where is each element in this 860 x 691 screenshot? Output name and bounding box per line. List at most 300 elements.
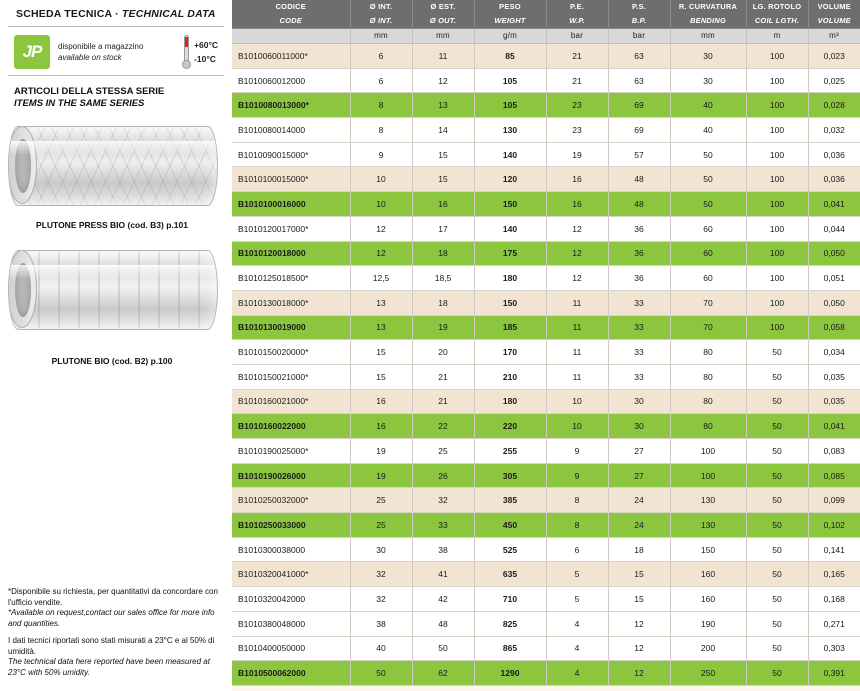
cell-weight: 1290 [474, 661, 546, 686]
cell-burst-pressure: 12 [608, 636, 670, 661]
cell-working-pressure: 16 [546, 192, 608, 217]
col-header-burst-pressure-en: B.P. [608, 14, 670, 29]
cell-working-pressure: 23 [546, 118, 608, 143]
cell-coil-length: 50 [746, 611, 808, 636]
hose-caption-1: PLUTONE PRESS BIO (cod. B3) p.101 [36, 220, 188, 230]
cell-bending: 100 [670, 463, 746, 488]
cell-code: B1010150021000* [232, 364, 350, 389]
table-row[interactable] [232, 562, 860, 587]
cell-code: B1010130019000 [232, 315, 350, 340]
cell-inner-diameter: 32 [350, 562, 412, 587]
cell-weight: 305 [474, 463, 546, 488]
hose-image-1 [8, 126, 218, 206]
hose-caption-2: PLUTONE BIO (cod. B2) p.100 [51, 356, 173, 366]
col-header-bending-it: R. CURVATURA [670, 0, 746, 14]
cell-inner-diameter: 30 [350, 537, 412, 562]
table-row[interactable] [232, 463, 860, 488]
cell-burst-pressure: 24 [608, 488, 670, 513]
cell-bending: 80 [670, 414, 746, 439]
unit-weight: g/m [474, 29, 546, 44]
cell-burst-pressure: 30 [608, 389, 670, 414]
col-header-code-en: CODE [232, 14, 350, 29]
technical-data-table [232, 0, 860, 686]
cell-working-pressure: 12 [546, 266, 608, 291]
cell-code: B1010060012000 [232, 68, 350, 93]
jp-logo-text: JP [22, 42, 42, 61]
footnote-2-en: The technical data here reported have been measured at 23°C with 50% umidity. [8, 657, 210, 677]
col-header-burst-pressure-it: P.S. [608, 0, 670, 14]
cell-working-pressure: 6 [546, 537, 608, 562]
cell-volume: 0,044 [808, 216, 860, 241]
cell-coil-length: 50 [746, 537, 808, 562]
table-row[interactable] [232, 537, 860, 562]
cell-weight: 150 [474, 192, 546, 217]
cell-outer-diameter: 18 [412, 290, 474, 315]
cell-bending: 150 [670, 537, 746, 562]
related-item-2[interactable] [0, 240, 232, 370]
cell-outer-diameter: 15 [412, 142, 474, 167]
table-row[interactable] [232, 44, 860, 69]
hose-image-2 [8, 250, 218, 330]
col-header-volume-it: VOLUME [808, 0, 860, 14]
cell-burst-pressure: 18 [608, 537, 670, 562]
cell-inner-diameter: 16 [350, 389, 412, 414]
temperature-values [194, 38, 218, 66]
cell-coil-length: 100 [746, 118, 808, 143]
cell-volume: 0,041 [808, 414, 860, 439]
cell-code: B1010320041000* [232, 562, 350, 587]
cell-volume: 0,165 [808, 562, 860, 587]
cell-code: B1010120017000* [232, 216, 350, 241]
cell-code: B1010125018500* [232, 266, 350, 291]
cell-bending: 60 [670, 266, 746, 291]
page-title-en: TECHNICAL DATA [121, 8, 216, 20]
footnote-1 [8, 587, 224, 629]
cell-volume: 0,099 [808, 488, 860, 513]
cell-coil-length: 100 [746, 167, 808, 192]
related-item-1[interactable] [0, 116, 232, 234]
cell-inner-diameter: 12,5 [350, 266, 412, 291]
table-row[interactable] [232, 290, 860, 315]
cell-bending: 60 [670, 241, 746, 266]
cell-outer-diameter: 17 [412, 216, 474, 241]
cell-working-pressure: 9 [546, 463, 608, 488]
cell-burst-pressure: 12 [608, 611, 670, 636]
cell-code: B1010320042000 [232, 587, 350, 612]
availability-text-it: disponibile a magazzino [58, 42, 144, 51]
table-header-row-it [232, 0, 860, 14]
cell-volume: 0,050 [808, 241, 860, 266]
cell-code: B1010400050000 [232, 636, 350, 661]
cell-outer-diameter: 38 [412, 537, 474, 562]
cell-coil-length: 50 [746, 414, 808, 439]
col-header-inner-diameter-en: Ø INT. [350, 14, 412, 29]
cell-weight: 710 [474, 587, 546, 612]
cell-code: B1010160022000 [232, 414, 350, 439]
col-header-weight-it: PESO [474, 0, 546, 14]
cell-inner-diameter: 6 [350, 68, 412, 93]
cell-volume: 0,032 [808, 118, 860, 143]
col-header-coil-length-it: LG. ROTOLO [746, 0, 808, 14]
jp-logo [14, 35, 50, 69]
cell-bending: 160 [670, 587, 746, 612]
table-row[interactable] [232, 192, 860, 217]
cell-bending: 50 [670, 192, 746, 217]
cell-coil-length: 100 [746, 68, 808, 93]
cell-coil-length: 100 [746, 290, 808, 315]
cell-bending: 70 [670, 315, 746, 340]
cell-weight: 525 [474, 537, 546, 562]
cell-working-pressure: 11 [546, 340, 608, 365]
cell-coil-length: 50 [746, 636, 808, 661]
cell-volume: 0,025 [808, 68, 860, 93]
cell-coil-length: 50 [746, 364, 808, 389]
cell-outer-diameter: 33 [412, 513, 474, 538]
cell-outer-diameter: 50 [412, 636, 474, 661]
table-row[interactable] [232, 68, 860, 93]
footnotes [8, 587, 224, 685]
cell-code: B1010300038000 [232, 537, 350, 562]
cell-code: B1010190026000 [232, 463, 350, 488]
cell-code: B1010090015000* [232, 142, 350, 167]
cell-outer-diameter: 21 [412, 364, 474, 389]
cell-weight: 255 [474, 439, 546, 464]
cell-outer-diameter: 12 [412, 68, 474, 93]
cell-working-pressure: 12 [546, 216, 608, 241]
cell-weight: 85 [474, 44, 546, 69]
footnote-1-it: *Disponibile su richiesta, per quantitativi da concordare con l'ufficio vendite. [8, 587, 218, 607]
temperature-min: -10°C [194, 54, 216, 64]
cell-working-pressure: 21 [546, 68, 608, 93]
col-header-code-it: CODICE [232, 0, 350, 14]
cell-outer-diameter: 22 [412, 414, 474, 439]
col-header-bending-en: BENDING [670, 14, 746, 29]
cell-bending: 60 [670, 216, 746, 241]
cell-weight: 130 [474, 118, 546, 143]
col-header-inner-diameter-it: Ø INT. [350, 0, 412, 14]
cell-working-pressure: 21 [546, 44, 608, 69]
footnote-2 [8, 636, 224, 678]
cell-coil-length: 100 [746, 93, 808, 118]
cell-bending: 30 [670, 44, 746, 69]
cell-burst-pressure: 63 [608, 68, 670, 93]
cell-volume: 0,034 [808, 340, 860, 365]
cell-code: B1010080014000 [232, 118, 350, 143]
cell-weight: 105 [474, 68, 546, 93]
cell-inner-diameter: 8 [350, 118, 412, 143]
unit-inner-diameter: mm [350, 29, 412, 44]
cell-bending: 200 [670, 636, 746, 661]
availability-text-en: available on stock [58, 53, 122, 62]
cell-working-pressure: 10 [546, 389, 608, 414]
cell-weight: 210 [474, 364, 546, 389]
unit-working-pressure: bar [546, 29, 608, 44]
cell-volume: 0,058 [808, 315, 860, 340]
table-row[interactable] [232, 93, 860, 118]
cell-volume: 0,035 [808, 389, 860, 414]
unit-volume: m³ [808, 29, 860, 44]
cell-burst-pressure: 63 [608, 44, 670, 69]
cell-inner-diameter: 13 [350, 315, 412, 340]
cell-outer-diameter: 32 [412, 488, 474, 513]
related-items-heading-en: ITEMS IN THE SAME SERIES [14, 98, 145, 109]
cell-weight: 170 [474, 340, 546, 365]
unit-burst-pressure: bar [608, 29, 670, 44]
cell-burst-pressure: 69 [608, 118, 670, 143]
cell-bending: 160 [670, 562, 746, 587]
page-title-it: SCHEDA TECNICA [16, 8, 112, 20]
cell-coil-length: 50 [746, 439, 808, 464]
cell-volume: 0,391 [808, 661, 860, 686]
cell-burst-pressure: 36 [608, 216, 670, 241]
table-row[interactable] [232, 488, 860, 513]
page-title [0, 0, 232, 26]
cell-outer-diameter: 18 [412, 241, 474, 266]
cell-inner-diameter: 12 [350, 241, 412, 266]
cell-burst-pressure: 12 [608, 661, 670, 686]
cell-volume: 0,051 [808, 266, 860, 291]
col-header-working-pressure-en: W.P. [546, 14, 608, 29]
cell-outer-diameter: 13 [412, 93, 474, 118]
col-header-volume-en: VOLUME [808, 14, 860, 29]
table-row[interactable] [232, 513, 860, 538]
cell-code: B1010500062000 [232, 661, 350, 686]
cell-volume: 0,036 [808, 142, 860, 167]
cell-weight: 385 [474, 488, 546, 513]
cell-inner-diameter: 15 [350, 364, 412, 389]
table-units-row [232, 29, 860, 44]
cell-volume: 0,141 [808, 537, 860, 562]
cell-volume: 0,168 [808, 587, 860, 612]
cell-inner-diameter: 19 [350, 439, 412, 464]
cell-burst-pressure: 33 [608, 290, 670, 315]
cell-volume: 0,102 [808, 513, 860, 538]
cell-coil-length: 100 [746, 192, 808, 217]
cell-inner-diameter: 9 [350, 142, 412, 167]
cell-code: B1010380048000 [232, 611, 350, 636]
table-row[interactable] [232, 364, 860, 389]
cell-outer-diameter: 42 [412, 587, 474, 612]
cell-burst-pressure: 15 [608, 587, 670, 612]
cell-burst-pressure: 69 [608, 93, 670, 118]
table-row[interactable] [232, 611, 860, 636]
cell-volume: 0,085 [808, 463, 860, 488]
cell-bending: 70 [670, 290, 746, 315]
unit-bending: mm [670, 29, 746, 44]
cell-outer-diameter: 14 [412, 118, 474, 143]
cell-code: B1010130018000* [232, 290, 350, 315]
cell-code: B1010150020000* [232, 340, 350, 365]
table-row[interactable] [232, 389, 860, 414]
cell-weight: 185 [474, 315, 546, 340]
table-head [232, 0, 860, 44]
cell-weight: 140 [474, 142, 546, 167]
cell-inner-diameter: 38 [350, 611, 412, 636]
cell-code: B1010160021000* [232, 389, 350, 414]
cell-outer-diameter: 20 [412, 340, 474, 365]
cell-outer-diameter: 25 [412, 439, 474, 464]
cell-burst-pressure: 57 [608, 142, 670, 167]
table-body [232, 44, 860, 686]
cell-outer-diameter: 19 [412, 315, 474, 340]
cell-burst-pressure: 27 [608, 439, 670, 464]
cell-outer-diameter: 21 [412, 389, 474, 414]
cell-burst-pressure: 36 [608, 241, 670, 266]
cell-weight: 120 [474, 167, 546, 192]
cell-code: B1010100016000 [232, 192, 350, 217]
cell-burst-pressure: 24 [608, 513, 670, 538]
cell-burst-pressure: 30 [608, 414, 670, 439]
cell-weight: 635 [474, 562, 546, 587]
cell-coil-length: 50 [746, 340, 808, 365]
cell-volume: 0,035 [808, 364, 860, 389]
cell-coil-length: 100 [746, 142, 808, 167]
cell-coil-length: 50 [746, 661, 808, 686]
cell-working-pressure: 23 [546, 93, 608, 118]
cell-bending: 40 [670, 118, 746, 143]
table-row[interactable] [232, 142, 860, 167]
cell-volume: 0,271 [808, 611, 860, 636]
cell-weight: 865 [474, 636, 546, 661]
unit-outer-diameter: mm [412, 29, 474, 44]
related-items-heading [0, 76, 232, 110]
cell-working-pressure: 11 [546, 364, 608, 389]
temperature-range [182, 35, 224, 69]
cell-working-pressure: 12 [546, 241, 608, 266]
cell-outer-diameter: 41 [412, 562, 474, 587]
cell-burst-pressure: 33 [608, 364, 670, 389]
table-row[interactable] [232, 315, 860, 340]
cell-burst-pressure: 48 [608, 167, 670, 192]
cell-outer-diameter: 26 [412, 463, 474, 488]
cell-coil-length: 100 [746, 44, 808, 69]
cell-code: B1010250033000 [232, 513, 350, 538]
col-header-weight-en: WEIGHT [474, 14, 546, 29]
cell-coil-length: 100 [746, 241, 808, 266]
cell-outer-diameter: 11 [412, 44, 474, 69]
cell-inner-diameter: 50 [350, 661, 412, 686]
cell-coil-length: 50 [746, 513, 808, 538]
cell-inner-diameter: 10 [350, 167, 412, 192]
cell-weight: 220 [474, 414, 546, 439]
cell-bending: 130 [670, 513, 746, 538]
table-row[interactable] [232, 216, 860, 241]
cell-volume: 0,303 [808, 636, 860, 661]
cell-weight: 180 [474, 389, 546, 414]
cell-working-pressure: 5 [546, 562, 608, 587]
cell-burst-pressure: 48 [608, 192, 670, 217]
cell-inner-diameter: 10 [350, 192, 412, 217]
unit-code [232, 29, 350, 44]
table-row[interactable] [232, 340, 860, 365]
cell-inner-diameter: 40 [350, 636, 412, 661]
cell-code: B1010250032000* [232, 488, 350, 513]
left-info-panel [0, 0, 232, 691]
table-row[interactable] [232, 661, 860, 686]
cell-coil-length: 50 [746, 562, 808, 587]
cell-outer-diameter: 48 [412, 611, 474, 636]
cell-outer-diameter: 62 [412, 661, 474, 686]
cell-volume: 0,041 [808, 192, 860, 217]
footnote-2-it: I dati tecnici riportati sono stati misurati a 23°C e al 50% di umidità. [8, 636, 215, 656]
cell-working-pressure: 11 [546, 315, 608, 340]
table-row[interactable] [232, 414, 860, 439]
cell-bending: 100 [670, 439, 746, 464]
cell-bending: 80 [670, 389, 746, 414]
cell-weight: 450 [474, 513, 546, 538]
cell-outer-diameter: 16 [412, 192, 474, 217]
cell-bending: 80 [670, 364, 746, 389]
col-header-working-pressure-it: P.E. [546, 0, 608, 14]
related-items-heading-it: ARTICOLI DELLA STESSA SERIE [14, 86, 165, 97]
cell-burst-pressure: 15 [608, 562, 670, 587]
cell-volume: 0,023 [808, 44, 860, 69]
cell-inner-diameter: 25 [350, 513, 412, 538]
cell-inner-diameter: 16 [350, 414, 412, 439]
cell-working-pressure: 9 [546, 439, 608, 464]
cell-weight: 825 [474, 611, 546, 636]
table-row[interactable] [232, 118, 860, 143]
cell-coil-length: 50 [746, 488, 808, 513]
cell-burst-pressure: 27 [608, 463, 670, 488]
cell-bending: 250 [670, 661, 746, 686]
cell-inner-diameter: 15 [350, 340, 412, 365]
cell-code: B1010190025000* [232, 439, 350, 464]
cell-volume: 0,036 [808, 167, 860, 192]
table-row[interactable] [232, 266, 860, 291]
thermometer-icon [182, 35, 191, 69]
table-row[interactable] [232, 439, 860, 464]
cell-weight: 175 [474, 241, 546, 266]
cell-working-pressure: 8 [546, 513, 608, 538]
cell-code: B1010060011000* [232, 44, 350, 69]
cell-working-pressure: 16 [546, 167, 608, 192]
page-title-separator: · [115, 8, 119, 20]
cell-volume: 0,050 [808, 290, 860, 315]
col-header-outer-diameter-it: Ø EST. [412, 0, 474, 14]
cell-weight: 180 [474, 266, 546, 291]
table-row[interactable] [232, 241, 860, 266]
col-header-coil-length-en: COIL LGTH. [746, 14, 808, 29]
table-row[interactable] [232, 587, 860, 612]
cell-working-pressure: 4 [546, 661, 608, 686]
temperature-max: +60°C [194, 40, 218, 50]
col-header-outer-diameter-en: Ø OUT. [412, 14, 474, 29]
cell-inner-diameter: 12 [350, 216, 412, 241]
table-row[interactable] [232, 636, 860, 661]
cell-weight: 105 [474, 93, 546, 118]
table-row[interactable] [232, 167, 860, 192]
cell-bending: 50 [670, 167, 746, 192]
availability-text [58, 41, 174, 63]
cell-coil-length: 50 [746, 463, 808, 488]
cell-code: B1010080013000* [232, 93, 350, 118]
cell-outer-diameter: 18,5 [412, 266, 474, 291]
availability-block [0, 27, 232, 75]
unit-coil-length: m [746, 29, 808, 44]
cell-bending: 50 [670, 142, 746, 167]
cell-coil-length: 100 [746, 216, 808, 241]
cell-coil-length: 100 [746, 266, 808, 291]
cell-inner-diameter: 6 [350, 44, 412, 69]
cell-weight: 140 [474, 216, 546, 241]
cell-code: B1010120018000 [232, 241, 350, 266]
cell-inner-diameter: 13 [350, 290, 412, 315]
cell-working-pressure: 5 [546, 587, 608, 612]
cell-outer-diameter: 15 [412, 167, 474, 192]
cell-code: B1010100015000* [232, 167, 350, 192]
cell-inner-diameter: 32 [350, 587, 412, 612]
